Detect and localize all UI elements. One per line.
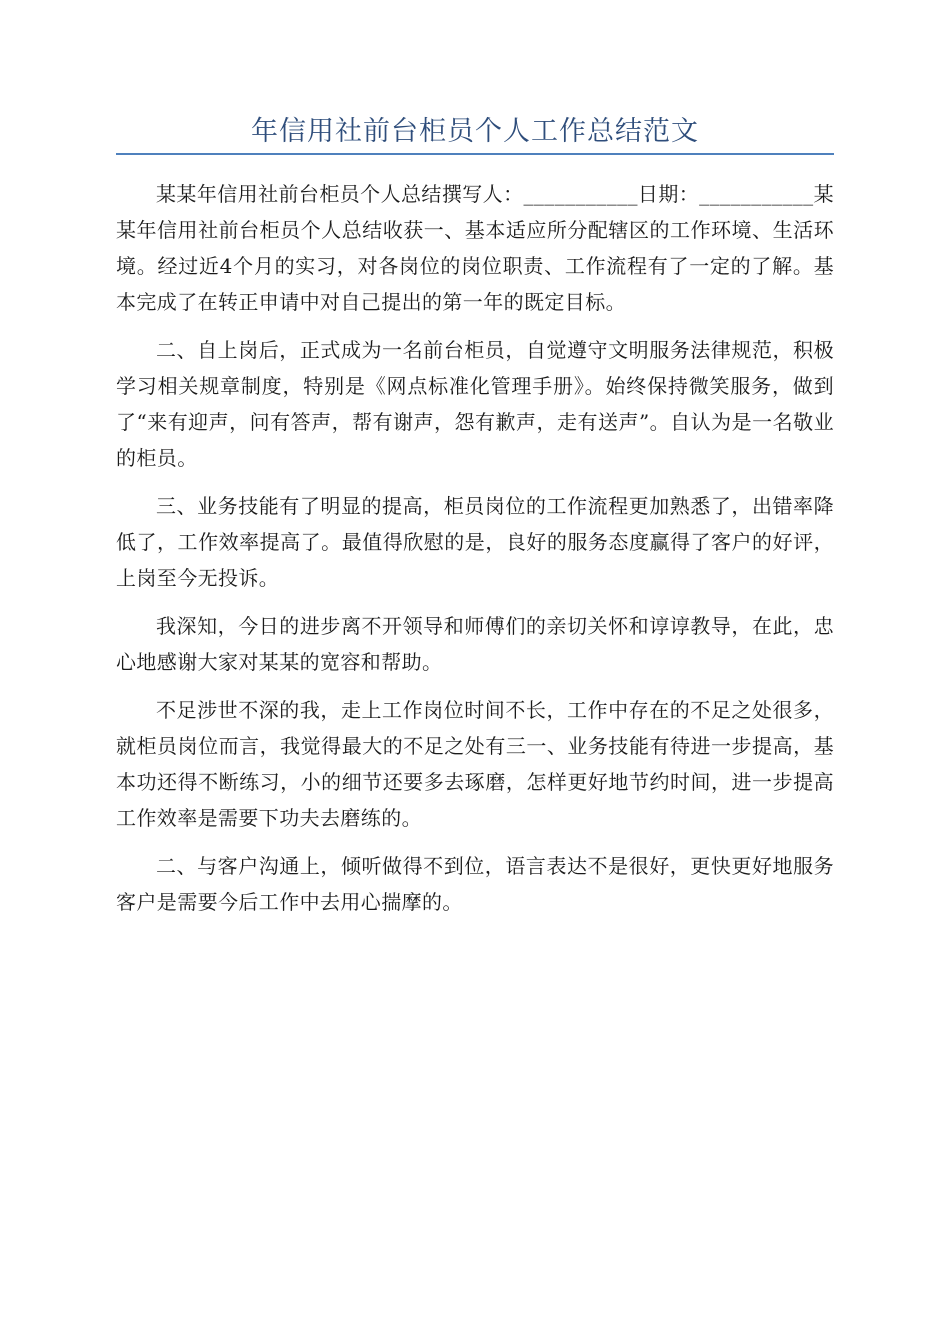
paragraph-5: 不足涉世不深的我，走上工作岗位时间不长，工作中存在的不足之处很多，就柜员岗位而言，我觉得最大的不足之处有三一、业务技能有待进一步提高，基本功还得不断练习，小的细节还要多去琢磨，怎样更好地节约时间，进一步提高工作效率是需要下功夫去磨练的。 <box>116 698 834 830</box>
paragraph-1: 某某年信用社前台柜员个人总结撰写人：___________日期：___________某某年信用社前台柜员个人总结收获一、基本适应所分配辖区的工作环境、生活环境。经过近4个月的实习，对各岗位的岗位职责、工作流程有了一定的了解。基本完成了在转正申请中对自己提出的第一年的既定目标。 <box>116 182 834 314</box>
paragraph-2: 二、自上岗后，正式成为一名前台柜员，自觉遵守文明服务法律规范，积极学习相关规章制度，特别是《网点标准化管理手册》。始终保持微笑服务，做到了“来有迎声，问有答声，帮有谢声，怨有歉声，走有送声”。自认为是一名敬业的柜员。 <box>116 338 834 470</box>
document-title: 年信用社前台柜员个人工作总结范文 <box>251 116 699 147</box>
document-body <box>116 176 834 932</box>
paragraph-4: 我深知，今日的进步离不开领导和师傅们的亲切关怀和谆谆教导，在此，忠心地感谢大家对某某的宽容和帮助。 <box>116 614 834 674</box>
title-underline <box>116 153 834 155</box>
paragraph-6: 二、与客户沟通上，倾听做得不到位，语言表达不是很好，更快更好地服务客户是需要今后工作中去用心揣摩的。 <box>116 854 834 914</box>
paragraph-3: 三、业务技能有了明显的提高，柜员岗位的工作流程更加熟悉了，出错率降低了，工作效率提高了。最值得欣慰的是，良好的服务态度赢得了客户的好评，上岗至今无投诉。 <box>116 494 834 590</box>
